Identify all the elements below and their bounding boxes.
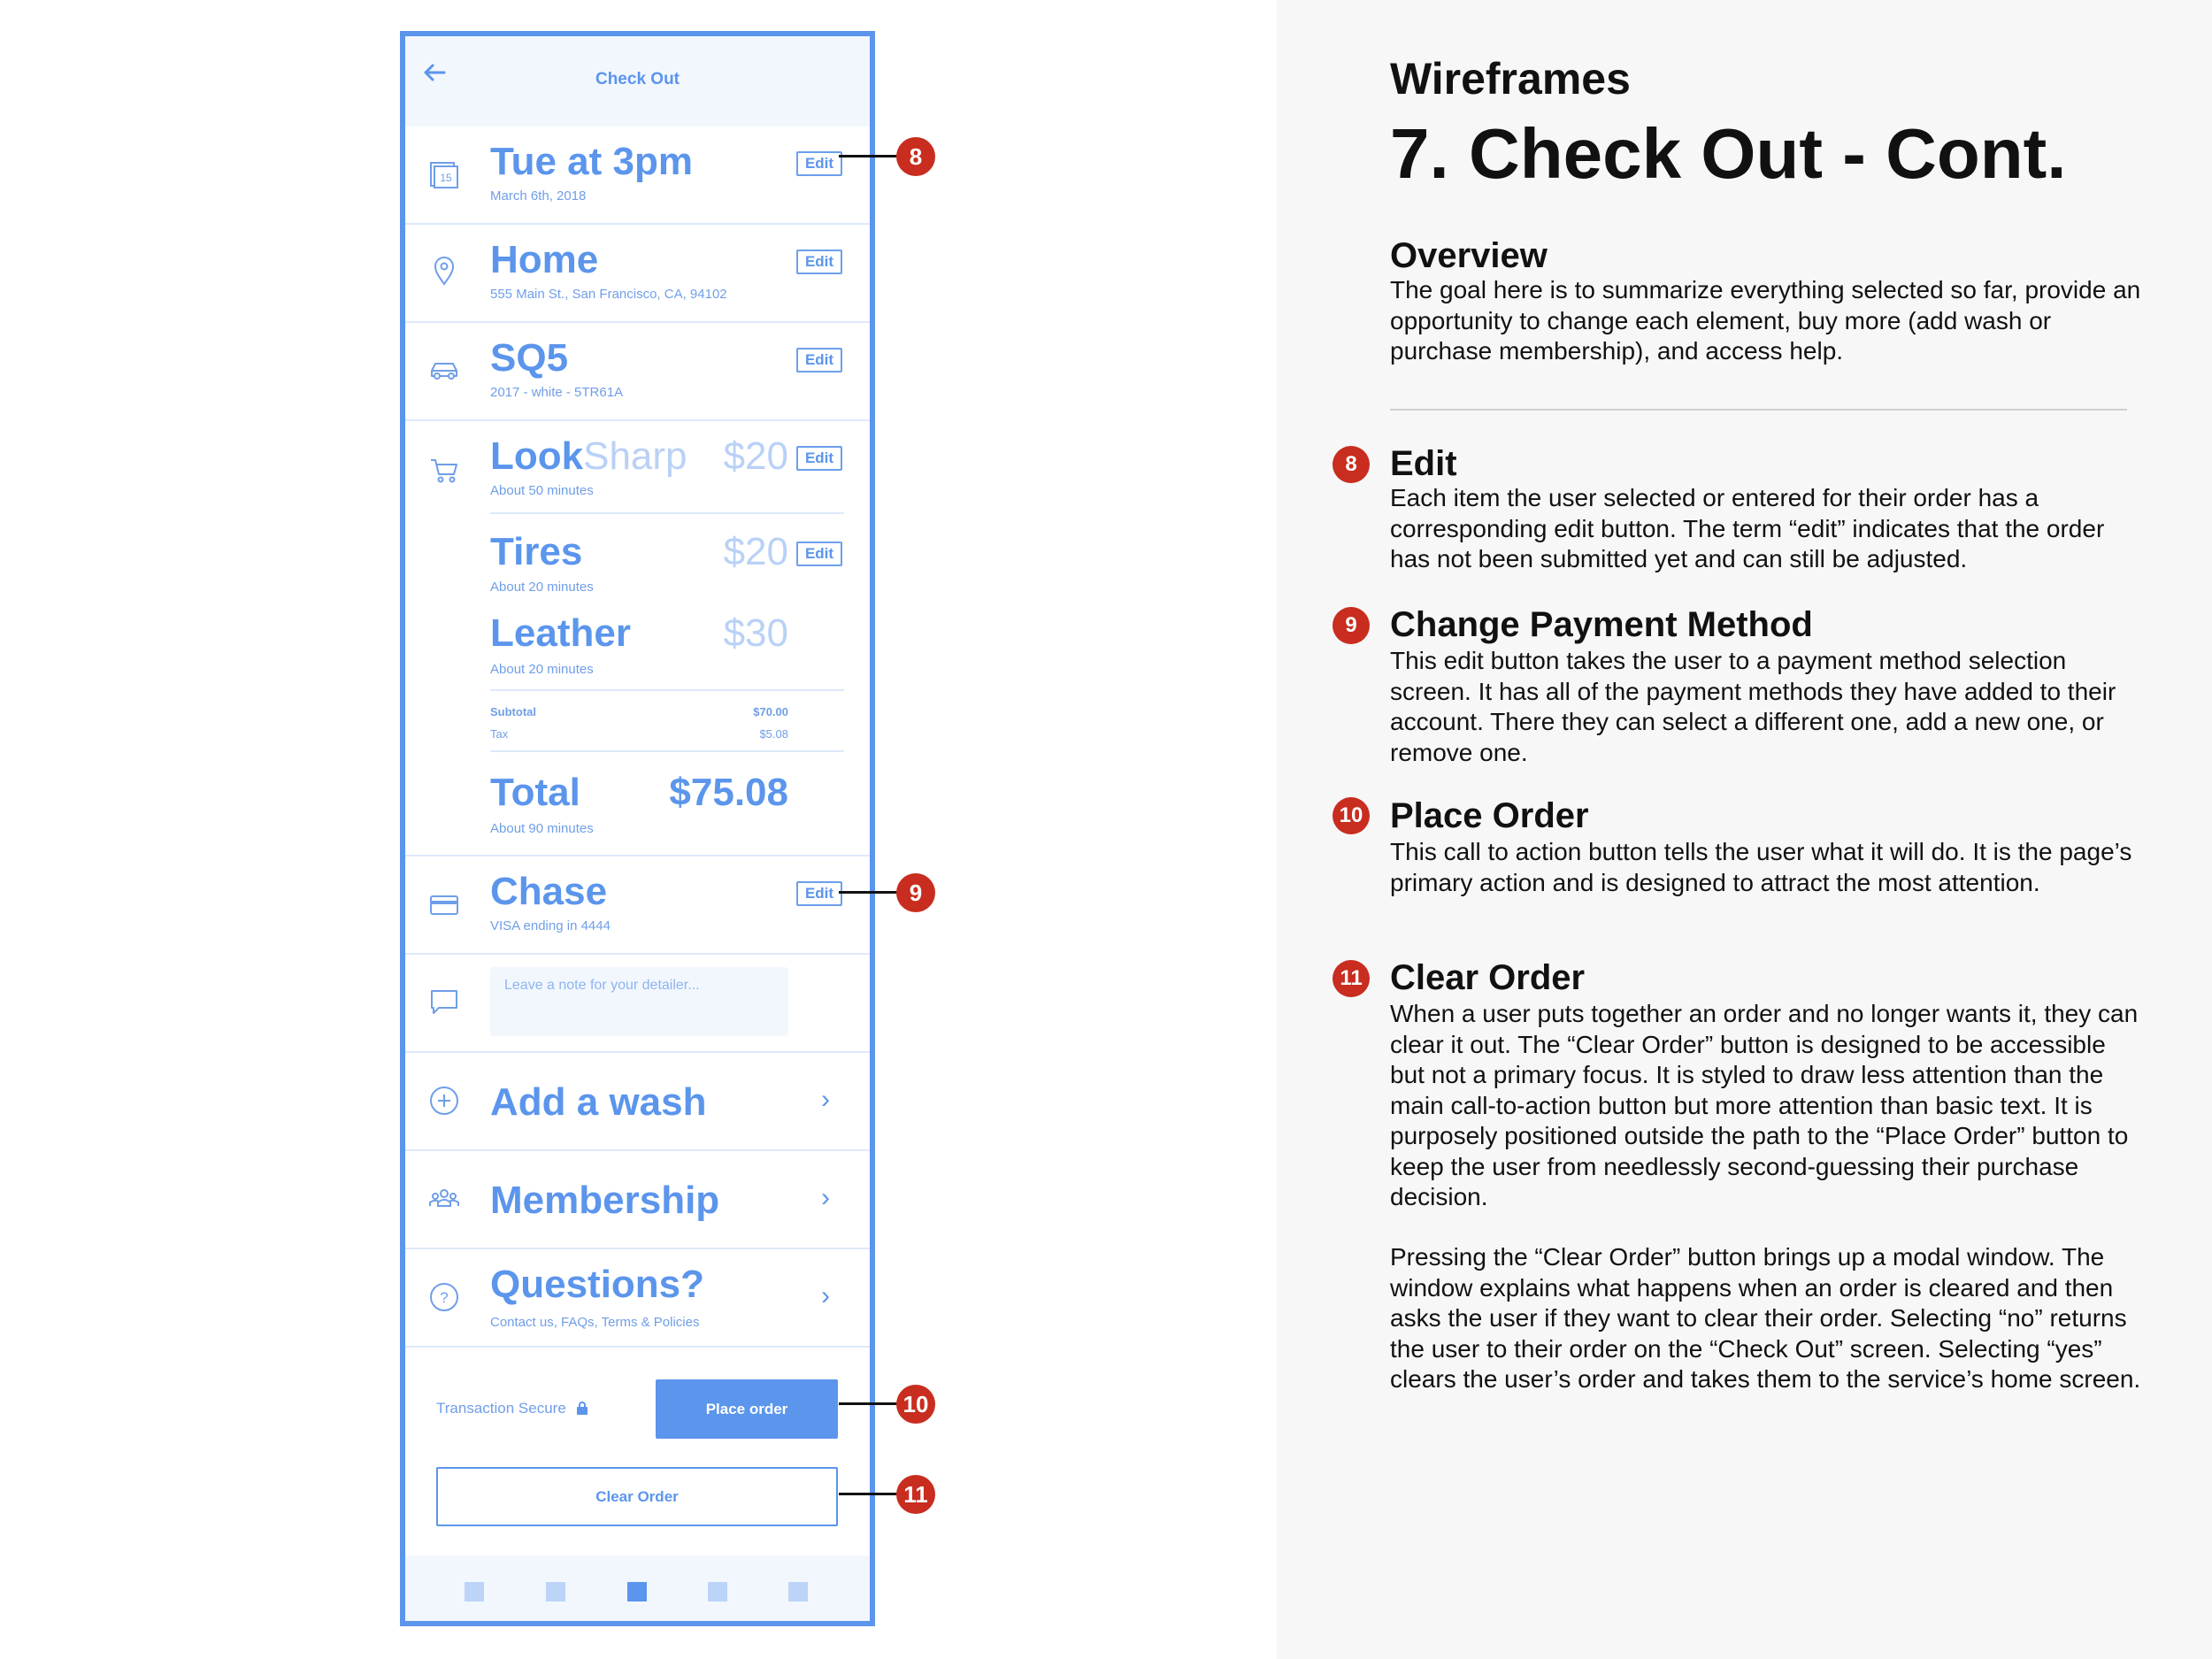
credit-card-icon xyxy=(428,889,460,921)
note-row xyxy=(405,955,870,1053)
appointment-time: Tue at 3pm xyxy=(490,140,694,183)
callout-line xyxy=(839,1402,902,1405)
callout-badge-10: 10 xyxy=(896,1385,935,1424)
edit-service-button[interactable]: Edit xyxy=(796,446,842,471)
clear-order-button[interactable]: Clear Order xyxy=(436,1467,838,1526)
header-bar xyxy=(405,36,870,127)
lock-icon xyxy=(576,1401,588,1415)
page-dot[interactable] xyxy=(546,1582,565,1601)
section-badge-9: 9 xyxy=(1333,607,1370,644)
divider xyxy=(490,689,844,691)
callout-badge-8: 8 xyxy=(896,137,935,176)
service-name-part-b: Sharp xyxy=(583,434,687,478)
membership-label: Membership xyxy=(490,1179,720,1222)
overview-heading: Overview xyxy=(1390,236,1548,275)
location-pin-icon xyxy=(428,255,460,287)
cart-icon xyxy=(428,455,460,487)
total-label: Total xyxy=(490,771,580,814)
svg-text:?: ? xyxy=(440,1289,449,1306)
clear-order-body: When a user puts together an order and no longer wants it, they can clear it out. The “Clear Order” button is designed to be accessible but not a primary focus. It is styled to draw less attention than the main call-to-action button but more attention than basic text. It is purposely positioned outside the path to the “Place Order” button to keep the user from needlessly second-guessing their purchase decision. xyxy=(1390,1000,2139,1210)
calendar-day-label: 15 xyxy=(440,172,452,184)
overview-body: The goal here is to summarize everything selected so far, provide an opportunity to change each element, buy more (add wash or purchase membership), and access help. xyxy=(1390,276,2141,365)
location-address: 555 Main St., San Francisco, CA, 94102 xyxy=(490,287,727,302)
clear-order-body-2: Pressing the “Clear Order” button brings up a modal window. The window explains what happens when an order is cleared and then asks the user if they want to clear their order. Selecting “no” returns the user to their order on the “Check Out” screen. Selecting “yes” clears the user’s order and takes them to the service’s home screen. xyxy=(1390,1243,2141,1393)
vehicle-model: SQ5 xyxy=(490,336,569,380)
page-dot[interactable] xyxy=(788,1582,808,1601)
help-icon xyxy=(428,1281,460,1313)
payment-row xyxy=(405,856,870,955)
subtotal-label: Subtotal xyxy=(490,705,536,718)
section-badge-11: 11 xyxy=(1333,960,1370,997)
vehicle-row xyxy=(405,323,870,421)
divider xyxy=(1390,409,2127,411)
appointment-date: March 6th, 2018 xyxy=(490,188,587,204)
add-wash-label: Add a wash xyxy=(490,1080,707,1124)
vehicle-details: 2017 - white - 5TR61A xyxy=(490,385,624,400)
page-indicator xyxy=(405,1555,870,1626)
plus-circle-icon xyxy=(428,1085,460,1117)
service-duration: About 20 minutes xyxy=(490,662,594,677)
calendar-icon xyxy=(428,158,460,190)
total-value: $75.08 xyxy=(669,771,788,814)
edit-vehicle-button[interactable]: Edit xyxy=(796,348,842,373)
edit-body: Each item the user selected or entered for their order has a corresponding edit button. The term “edit” indicates that the order has not been submitted yet and can still be adjusted. xyxy=(1390,484,2105,572)
divider xyxy=(490,512,844,514)
service-name-part-a: Look xyxy=(490,434,584,478)
transaction-secure-label: Transaction Secure xyxy=(436,1400,566,1417)
callout-badge-11: 11 xyxy=(896,1475,935,1514)
change-payment-heading: Change Payment Method xyxy=(1390,605,1813,644)
phone-wireframe xyxy=(400,31,875,1626)
change-payment-body: This edit button takes the user to a payment method selection screen. It has all of the payment methods they have added to their account. There they can select a different one, add a new one, or remove one. xyxy=(1390,647,2116,766)
doc-title: 7. Check Out - Cont. xyxy=(1390,114,2067,193)
location-title: Home xyxy=(490,238,599,281)
service-name-tires: Tires xyxy=(490,530,583,573)
payment-card-info: VISA ending in 4444 xyxy=(490,918,611,933)
questions-subtitle: Contact us, FAQs, Terms & Policies xyxy=(490,1315,700,1330)
page-title: Check Out xyxy=(595,70,680,88)
chevron-right-icon: › xyxy=(821,1085,830,1114)
service-duration: About 50 minutes xyxy=(490,483,594,498)
transaction-secure xyxy=(436,1400,588,1417)
callout-badge-9: 9 xyxy=(896,873,935,912)
page-dot-active[interactable] xyxy=(627,1582,647,1601)
subtotal-value: $70.00 xyxy=(753,705,788,718)
edit-payment-button[interactable]: Edit xyxy=(796,881,842,906)
service-name-leather: Leather xyxy=(490,611,631,655)
divider xyxy=(490,750,844,752)
questions-row[interactable] xyxy=(405,1249,870,1348)
callout-line xyxy=(839,1493,902,1495)
callout-line xyxy=(839,891,902,894)
clear-order-heading: Clear Order xyxy=(1390,958,1586,997)
payment-title: Chase xyxy=(490,870,608,913)
service-price: $20 xyxy=(723,530,788,573)
appointment-row xyxy=(405,127,870,225)
page-dot[interactable] xyxy=(465,1582,484,1601)
cart-row xyxy=(405,421,870,856)
membership-row[interactable] xyxy=(405,1151,870,1249)
section-badge-10: 10 xyxy=(1333,797,1370,834)
service-price: $30 xyxy=(723,611,788,655)
section-badge-8: 8 xyxy=(1333,446,1370,483)
edit-location-button[interactable]: Edit xyxy=(796,250,842,274)
edit-appointment-button[interactable]: Edit xyxy=(796,151,842,176)
doc-kicker: Wireframes xyxy=(1390,54,1631,104)
place-order-button[interactable]: Place order xyxy=(656,1379,838,1439)
total-duration: About 90 minutes xyxy=(490,821,594,836)
service-name-lookSharp xyxy=(490,434,687,478)
group-icon xyxy=(428,1183,460,1215)
edit-service-button[interactable]: Edit xyxy=(796,541,842,566)
service-price: $20 xyxy=(723,434,788,478)
location-row xyxy=(405,225,870,323)
questions-label: Questions? xyxy=(490,1263,705,1306)
page-dot[interactable] xyxy=(708,1582,727,1601)
chevron-right-icon: › xyxy=(821,1281,830,1310)
edit-heading: Edit xyxy=(1390,444,1457,483)
tax-label: Tax xyxy=(490,727,509,741)
place-order-body: This call to action button tells the user what it will do. It is the page’s primary action and is designed to attract the most attention. xyxy=(1390,838,2132,896)
chevron-right-icon: › xyxy=(821,1183,830,1212)
place-order-heading: Place Order xyxy=(1390,796,1589,835)
tax-value: $5.08 xyxy=(759,727,788,741)
service-duration: About 20 minutes xyxy=(490,580,594,595)
callout-line xyxy=(839,155,902,157)
note-input[interactable]: Leave a note for your detailer... xyxy=(490,967,788,1036)
speech-bubble-icon xyxy=(428,987,460,1018)
add-wash-row[interactable] xyxy=(405,1053,870,1151)
car-icon xyxy=(428,355,460,387)
